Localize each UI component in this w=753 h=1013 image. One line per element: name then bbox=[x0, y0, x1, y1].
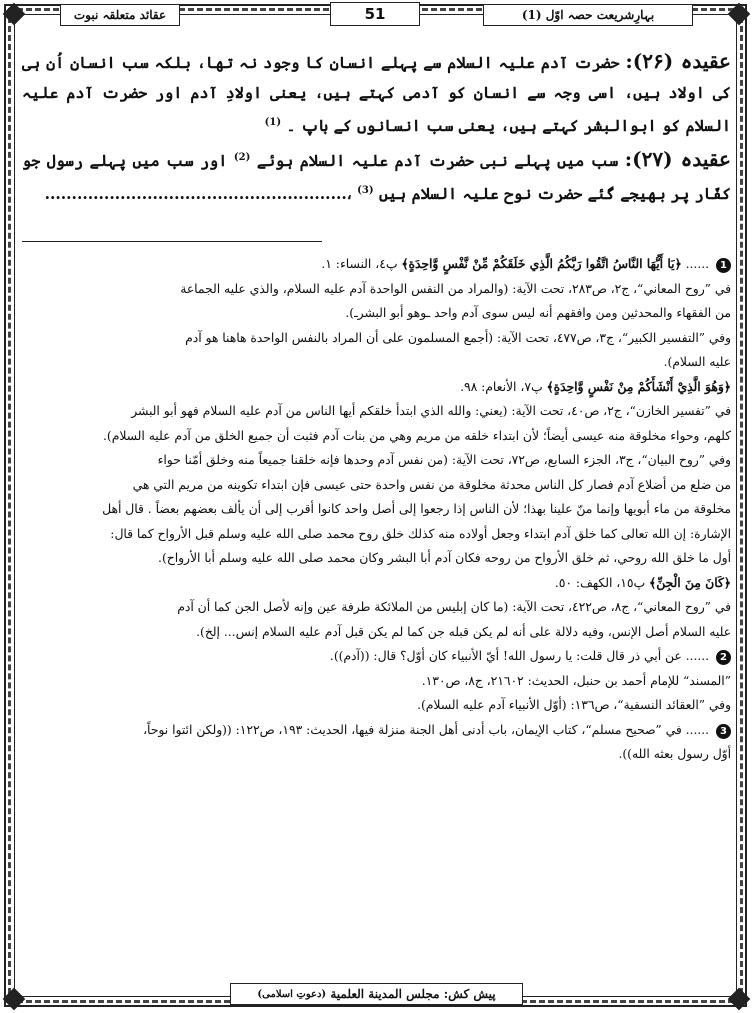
footnote-1-quran: ﴿يَا أَيُّهَا النَّاسُ اتَّقُوا رَبَّكُمُ الَّذِي خَلَقَكُمْ مِّنْ نَّفْسٍ وَّاحِدَةٍ﴾ bbox=[401, 256, 682, 271]
footnote-separator bbox=[22, 241, 322, 242]
footnote-1-ref-2: پ٧، الأنعام: ٩٨. bbox=[460, 379, 543, 394]
footnote-3-number: 3 bbox=[716, 724, 731, 739]
aqeedah-26-text-1: حضرت آدم علیہ السلام سے پہلے انسان کا وجود نہ تھا، بلکہ سب انسان اُن ہی کی اولاد ہیں، اسی وجہ سے bbox=[22, 53, 731, 102]
footnote-3-line-1: ...... في ”صحيح مسلم“، كتاب الإيمان، باب أدنى أهل الجنة منزلة فيها، الحديث: ١٩٣، ص١٢٢: ((ولكن ائتوا نوحاً، bbox=[143, 722, 710, 737]
page-number: 51 bbox=[330, 2, 420, 26]
footnote-1-quran-3: ﴿كَانَ مِنَ الْجِنِّ﴾ bbox=[648, 574, 731, 590]
footnote-1-number: 1 bbox=[716, 258, 731, 273]
footnote-2 bbox=[22, 644, 731, 669]
footer-publisher: مجلس المدينة العلمية bbox=[330, 987, 440, 1001]
aqeedah-27-label: عقیدہ (۲۷): bbox=[624, 147, 731, 172]
aqeedah-27-dots: ،........................................................ bbox=[44, 184, 352, 204]
footnote-1-ref-3: پ١٥، الكهف: ٥٠. bbox=[554, 575, 646, 590]
footnote-line: مخلوقة من ماء أبويها وإنما منّ علينا بهذا؛ لأن الناس إذا رجعوا إلى أصل واحد كانوا أقرب إلى أن يألف بعضهم بعضاً . قال أهل bbox=[102, 502, 731, 516]
footnote-line: في ”روح المعاني“، ج٨، ص٤٢٢، تحت الآية: (ما كان إبليس من الملائكة طرفة عين وإنه لأصل الجن كما أن آدم bbox=[177, 600, 731, 614]
footnote-line: الإشارة: إن الله تعالى كما خلق آدم ابتداء وجعل أولاده منه كذلك خلق روح محمد صلى الله عليه وسلم قبل الأرواح كما قال: bbox=[110, 526, 731, 541]
page-footer bbox=[230, 983, 523, 1005]
aqeedah-27-text-2: اور سب میں پہلے رسول جو کفّار پر بھیجے گئے bbox=[22, 151, 731, 204]
aqeedah-26-label: عقیدہ (۲۶): bbox=[625, 49, 731, 73]
footnote-line: من ضلع من أضلاع آدم فصار كل الناس محدثة مخلوقة من نفس واحدة حتى عيسى فإن ابتداء تكوينه من مريم التي هي bbox=[132, 477, 731, 492]
footnote-line: من الفقهاء والمحدثين ومن وافقهم أنه ليس سوى آدم واحد ـوهو أبو البشرـ). bbox=[345, 306, 731, 320]
aqeedah-27-text-3: حضرت نوح علیہ السلام ہیں bbox=[379, 184, 583, 204]
footnote-line: وفي ”روح البيان“، ج٣، الجزء السابع، ص٧٢، تحت الآية: (من نفس آدم وحدها فإنه خلقنا جميعاً منه وخلق أمّنا حواء bbox=[157, 453, 731, 467]
aqeedah-26-text-2: انسان کو آدمی کہتے ہیں، یعنی اولادِ آدم اور حضرت آدم علیہ السلام کو ابوالبشر کہتے ہیں، یعنی سب انسانوں کے باپ ۔ bbox=[22, 83, 731, 136]
footnote-3 bbox=[22, 718, 731, 743]
main-text bbox=[22, 46, 731, 211]
footnote-3-line-2: أوّل رسول بعثه الله)). bbox=[618, 747, 731, 761]
footnote-2-line-1: ...... عن أبي ذر قال قلت: يا رسول الله! أيّ الأنبياء كان أوّل؟ قال: ((آدم)). bbox=[329, 649, 710, 663]
footnote-1-quran-3-line bbox=[22, 571, 731, 596]
footnote-line: كلهم، وحواء مخلوقة منه عيسى أيضاً؛ لأن ابتداء خلقه من مريم وهي من بنات آدم فثبت أن جميع الخلق من آدم عليه السلام). bbox=[103, 428, 731, 443]
footnote-2-line-2: ”المسند“ للإمام أحمد بن حنبل، الحديث: ٢١٦٠٢، ج٨، ص١٣٠. bbox=[421, 673, 731, 688]
footnote-line: وفي ”التفسير الكبير“، ج٣، ص٤٧٧، تحت الآية: (أجمع المسلمون على أن المراد بالنفس الواحدة هاهنا هو آدم bbox=[185, 330, 731, 345]
aqeedah-27 bbox=[22, 143, 731, 209]
footnote-line: أول ما خلق الله روحي، ثم خلق الأرواح من روحه فكان آدم أبا البشر وكان محمد صلى الله عليه وسلم أبا الأرواح). bbox=[158, 551, 731, 565]
footnote-1-head: 1 ...... ﴿يَا أَيُّهَا النَّاسُ اتَّقُوا رَبَّكُمُ الَّذِي خَلَقَكُمْ مِّنْ نَّفْسٍ وَّاحِدَةٍ﴾ پ٤، النساء: ١. bbox=[22, 252, 731, 277]
footnote-line: عليه السلام أصل الإنس، وفيه دلالة على أنه لم يكن قبله جن كما لم يكن قبل آدم عليه السلام إنس... إلخ). bbox=[196, 624, 731, 639]
footnote-1-quran-2-line bbox=[22, 375, 731, 400]
aqeedah-26 bbox=[22, 46, 731, 141]
footnote-2-number: 2 bbox=[716, 650, 731, 665]
aqeedah-27-ref-2: (3) bbox=[357, 185, 374, 197]
aqeedah-26-ref: (1) bbox=[264, 117, 282, 128]
footer-org: (دعوتِ اسلامی) bbox=[257, 988, 327, 1000]
header-chapter-title bbox=[60, 4, 180, 26]
footer-presenter: پیش کش: bbox=[443, 987, 496, 1001]
footnote-line: عليه السلام). bbox=[663, 355, 731, 369]
footnote-2-line-3: وفي ”العقائد النسفية“، ص١٣٦: (أوّل الأنبياء آدم عليه السلام). bbox=[417, 698, 731, 712]
footnotes bbox=[22, 252, 731, 767]
header-chapter-title-text: عقائد متعلقہ نبوت bbox=[73, 8, 167, 22]
aqeedah-27-text-1: سب میں پہلے نبی حضرت آدم علیہ السلام ہوئے bbox=[256, 151, 619, 171]
footnote-line: في ”روح المعاني“، ج٢، ص٢٨٣، تحت الآية: (والمراد من النفس الواحدة آدم عليه السلام، والذي عليه الجماعة bbox=[180, 281, 731, 296]
header-book-title bbox=[483, 4, 693, 26]
footnote-1-quran-2: ﴿وَهُوَ الَّذِيْ أَنْشَأَكُمْ مِنْ نَفْسٍ وَّاحِدَةٍ﴾ bbox=[546, 378, 731, 394]
header-book-title-text: بہارِشریعت حصہ اوّل (1) bbox=[521, 8, 655, 22]
footnote-line: في ”تفسير الخازن“، ج٢، ص٤٠، تحت الآية: (يعني: والله الذي ابتدأ خلقكم أيها الناس من آدم عليه السلام فهو أبو البشر bbox=[131, 404, 731, 418]
footnote-1-ref: پ٤، النساء: ١. bbox=[321, 257, 398, 271]
aqeedah-27-ref-1: (2) bbox=[233, 152, 251, 164]
